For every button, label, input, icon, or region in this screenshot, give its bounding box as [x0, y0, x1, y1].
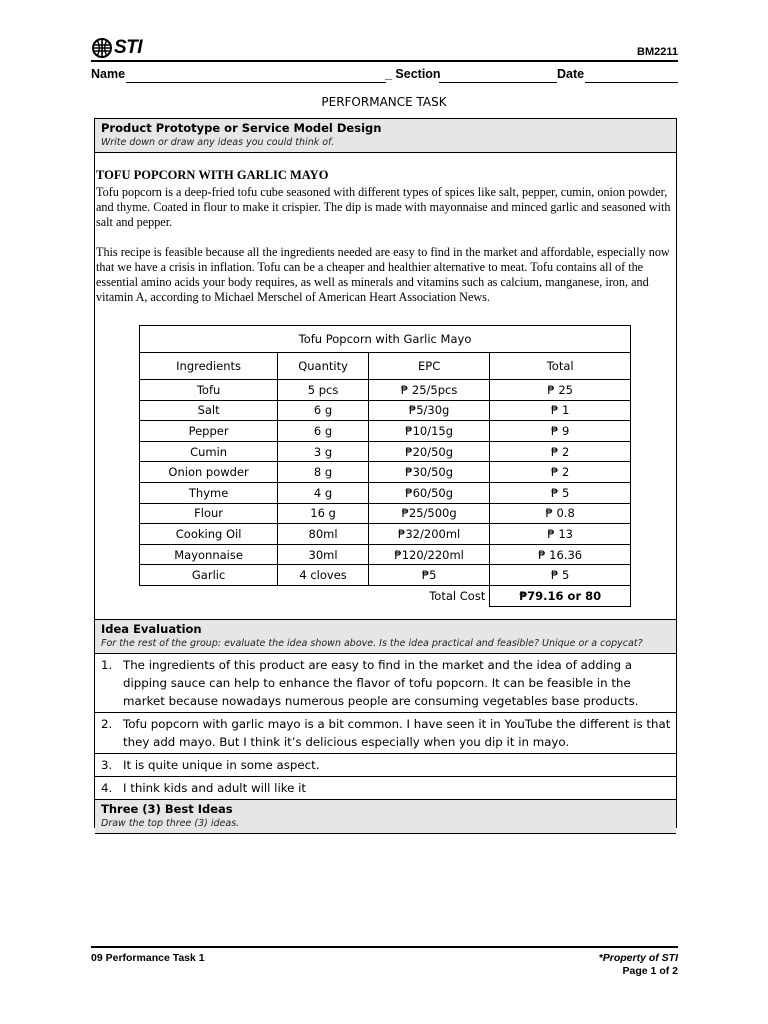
table-cell: 30ml — [278, 544, 369, 565]
table-cell: Garlic — [140, 565, 278, 586]
total-cost-value: ₱79.16 or 80 — [490, 585, 631, 606]
property-notice: *Property of STI — [598, 952, 678, 964]
date-line[interactable] — [585, 82, 678, 83]
name-line[interactable] — [126, 82, 386, 83]
evaluation-number: 1. — [101, 658, 113, 672]
prototype-instruction: Write down or draw any ideas you could think of. — [101, 137, 335, 148]
table-cell: 8 g — [278, 462, 369, 483]
evaluation-number: 4. — [101, 781, 113, 795]
evaluation-section-header — [95, 619, 676, 654]
header-rule — [91, 60, 678, 62]
table-cell: 6 g — [278, 421, 369, 442]
name-label: Name — [91, 67, 126, 81]
student-info-row — [91, 67, 678, 85]
evaluation-text: The ingredients of this product are easy to find in the market and the idea of adding a dipping sauce can help to enhance the flavor of tofu popcorn. It can be feasible in the market because nowadays numerous people are consuming vegetables base products. — [123, 658, 639, 708]
table-cell: ₱20/50g — [368, 441, 489, 462]
feasibility-paragraph: This recipe is feasible because all the ingredients needed are easy to find in the market and affordable, especially now that we have a crisis in inflation. Tofu can be a cheaper and healthier alternative to meat. Tofu contains all of the essential amino acids your body requires, as well as minerals and vitamins such as calcium, manganese, iron, and vitamin A, according to Michael Merschel of American Heart Association News. — [96, 245, 670, 304]
table-row — [140, 565, 631, 586]
page-title: PERFORMANCE TASK — [321, 95, 447, 109]
product-description: Tofu popcorn is a deep-fried tofu cube seasoned with different types of spices like salt, pepper, cumin, onion powder, and thyme. Coated in flour to make it crispier. The dip is made with mayonnaise and minced garlic and seasoned with salt and pepper. — [96, 185, 671, 229]
total-row — [140, 585, 631, 606]
evaluation-item — [95, 753, 676, 776]
best-ideas-header — [95, 799, 676, 834]
table-cell: ₱ 9 — [490, 421, 631, 442]
table-row — [140, 441, 631, 462]
table-cell: 80ml — [278, 524, 369, 545]
prototype-title: Product Prototype or Service Model Design — [101, 121, 382, 135]
table-row — [140, 421, 631, 442]
product-heading: TOFU POPCORN WITH GARLIC MAYO — [96, 168, 329, 182]
evaluation-text: Tofu popcorn with garlic mayo is a bit common. I have seen it in YouTube the different is that they add mayo. But I think it’s delicious especially when you dip it in mayo. — [123, 717, 671, 749]
table-cell: Onion powder — [140, 462, 278, 483]
table-cell: Cooking Oil — [140, 524, 278, 545]
section-line[interactable] — [439, 82, 557, 83]
table-cell: ₱ 2 — [490, 441, 631, 462]
cost-table-header-row — [140, 353, 631, 380]
table-cell: ₱ 13 — [490, 524, 631, 545]
footer-right — [599, 952, 678, 978]
cost-table — [139, 325, 631, 607]
table-cell: ₱ 2 — [490, 462, 631, 483]
table-cell: ₱60/50g — [368, 482, 489, 503]
evaluation-text: It is quite unique in some aspect. — [123, 758, 320, 772]
table-cell: Pepper — [140, 421, 278, 442]
evaluation-item — [95, 776, 676, 799]
table-row — [140, 400, 631, 421]
sti-globe-icon — [91, 37, 113, 59]
table-cell: Thyme — [140, 482, 278, 503]
footer-rule — [91, 946, 678, 948]
table-cell: Tofu — [140, 380, 278, 401]
section-label: _ Section — [385, 67, 441, 81]
footer-task-label: 09 Performance Task 1 — [91, 952, 205, 964]
date-label: Date — [557, 67, 585, 81]
prototype-section-header — [95, 119, 676, 153]
column-header: EPC — [368, 353, 489, 380]
table-cell: Flour — [140, 503, 278, 524]
table-cell: ₱ 5 — [490, 482, 631, 503]
logo-text: STI — [114, 37, 143, 58]
table-cell: ₱ 16.36 — [490, 544, 631, 565]
table-cell: Mayonnaise — [140, 544, 278, 565]
column-header: Ingredients — [140, 353, 278, 380]
table-cell: ₱5 — [368, 565, 489, 586]
table-row — [140, 380, 631, 401]
table-row — [140, 503, 631, 524]
table-cell: ₱32/200ml — [368, 524, 489, 545]
table-row — [140, 544, 631, 565]
table-row — [140, 524, 631, 545]
table-cell: ₱ 25/5pcs — [368, 380, 489, 401]
cost-table-body — [140, 380, 631, 607]
evaluation-number: 2. — [101, 717, 113, 731]
cost-table-title: Tofu Popcorn with Garlic Mayo — [140, 326, 631, 353]
table-cell: 5 pcs — [278, 380, 369, 401]
table-cell: ₱ 5 — [490, 565, 631, 586]
evaluation-number: 3. — [101, 758, 113, 772]
evaluation-text: I think kids and adult will like it — [123, 781, 307, 795]
table-cell: 16 g — [278, 503, 369, 524]
evaluation-title: Idea Evaluation — [101, 622, 202, 636]
sti-logo — [91, 37, 142, 59]
table-cell: ₱5/30g — [368, 400, 489, 421]
table-cell: ₱ 0.8 — [490, 503, 631, 524]
table-cell: Cumin — [140, 441, 278, 462]
table-cell: 3 g — [278, 441, 369, 462]
column-header: Quantity — [278, 353, 369, 380]
table-cell: ₱ 1 — [490, 400, 631, 421]
evaluation-item — [95, 653, 676, 712]
table-cell: Salt — [140, 400, 278, 421]
table-cell: ₱ 25 — [490, 380, 631, 401]
evaluation-list — [95, 653, 676, 799]
best-ideas-instruction: Draw the top three (3) ideas. — [101, 818, 240, 829]
evaluation-instruction: For the rest of the group: evaluate the idea shown above. Is the idea practical and feasible? Unique or a copycat? — [101, 638, 643, 649]
evaluation-item — [95, 712, 676, 753]
table-cell: 4 g — [278, 482, 369, 503]
table-cell: 6 g — [278, 400, 369, 421]
table-row — [140, 482, 631, 503]
best-ideas-title: Three (3) Best Ideas — [101, 802, 233, 816]
page-number: Page 1 of 2 — [622, 965, 678, 977]
table-row — [140, 462, 631, 483]
table-cell: 4 cloves — [278, 565, 369, 586]
table-cell: ₱30/50g — [368, 462, 489, 483]
document-code: BM2211 — [637, 46, 678, 58]
table-cell: ₱25/500g — [368, 503, 489, 524]
column-header: Total — [490, 353, 631, 380]
table-cell: ₱10/15g — [368, 421, 489, 442]
total-cost-label: Total Cost — [140, 585, 490, 606]
table-cell: ₱120/220ml — [368, 544, 489, 565]
